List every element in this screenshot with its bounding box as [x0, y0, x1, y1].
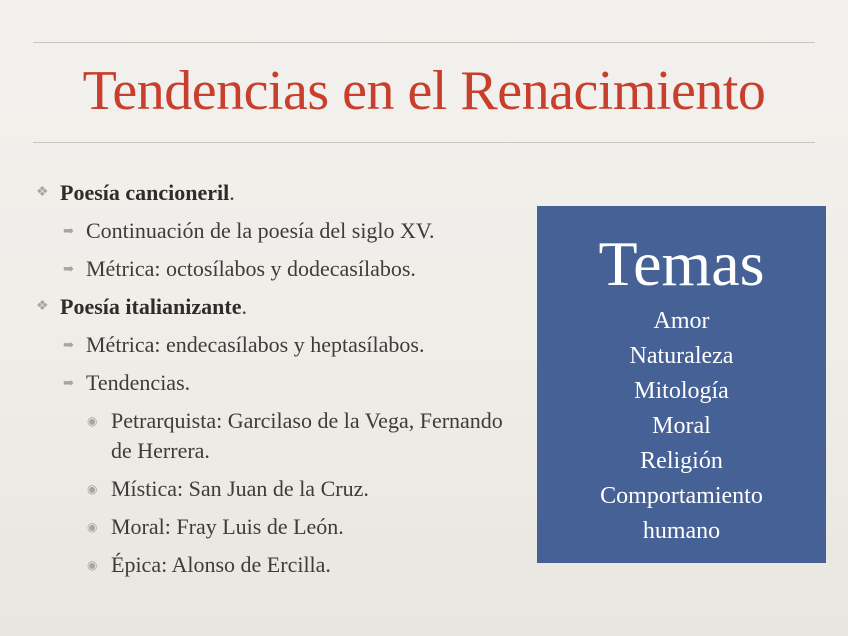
theme-item: Religión: [640, 448, 723, 474]
theme-item: Amor: [653, 308, 710, 334]
top-divider: [33, 42, 815, 43]
diamond-bullet-icon: ❖: [36, 299, 49, 314]
bullet-text: Épica: Alonso de Ercilla.: [111, 552, 331, 577]
theme-item: Naturaleza: [629, 343, 734, 369]
theme-item: Comportamiento: [600, 483, 763, 509]
bullet-heading: Poesía cancioneril: [60, 180, 230, 205]
sub-sub-bullet: [36, 474, 506, 504]
bullet-text: .: [229, 180, 235, 205]
title-divider: [33, 142, 815, 143]
sub-bullet: [36, 330, 506, 360]
bullet-text: Mística: San Juan de la Cruz.: [111, 476, 369, 501]
arrow-bullet-icon: ➡: [63, 337, 74, 352]
diamond-bullet-icon: ❖: [36, 185, 49, 200]
sub-bullet: [36, 216, 506, 246]
themes-title: Temas: [598, 228, 765, 299]
circle-bullet-icon: ◉: [87, 520, 98, 534]
themes-list: [537, 304, 826, 549]
bullet-poesia-cancioneril: [36, 178, 506, 208]
bullet-text: Petrarquista: Garcilaso de la Vega, Fernando de Herrera.: [111, 408, 503, 463]
bullet-text: Tendencias.: [86, 370, 191, 395]
circle-bullet-icon: ◉: [87, 414, 98, 428]
bullet-text: Métrica: octosílabos y dodecasílabos.: [86, 256, 416, 281]
bullet-text: Continuación de la poesía del siglo XV.: [86, 218, 435, 243]
theme-item: Moral: [652, 413, 711, 439]
theme-item: Mitología: [634, 378, 729, 404]
sub-sub-bullet: [36, 406, 506, 466]
arrow-bullet-icon: ➡: [63, 223, 74, 238]
themes-box: [537, 206, 826, 563]
theme-item: humano: [642, 518, 721, 544]
bullet-text: Métrica: endecasílabos y heptasílabos.: [86, 332, 425, 357]
slide-title: Tendencias en el Renacimiento: [82, 60, 766, 122]
sub-bullet: [36, 368, 506, 398]
circle-bullet-icon: ◉: [87, 558, 98, 572]
bullet-text: Moral: Fray Luis de León.: [111, 514, 344, 539]
circle-bullet-icon: ◉: [87, 482, 98, 496]
sub-sub-bullet: [36, 512, 506, 542]
bullet-poesia-italianizante: [36, 292, 506, 322]
sub-sub-bullet: [36, 550, 506, 580]
sub-bullet: [36, 254, 506, 284]
arrow-bullet-icon: ➡: [63, 261, 74, 276]
bullet-text: .: [241, 294, 247, 319]
bullet-list: [36, 178, 506, 588]
arrow-bullet-icon: ➡: [63, 375, 74, 390]
bullet-heading: Poesía italianizante: [60, 294, 242, 319]
